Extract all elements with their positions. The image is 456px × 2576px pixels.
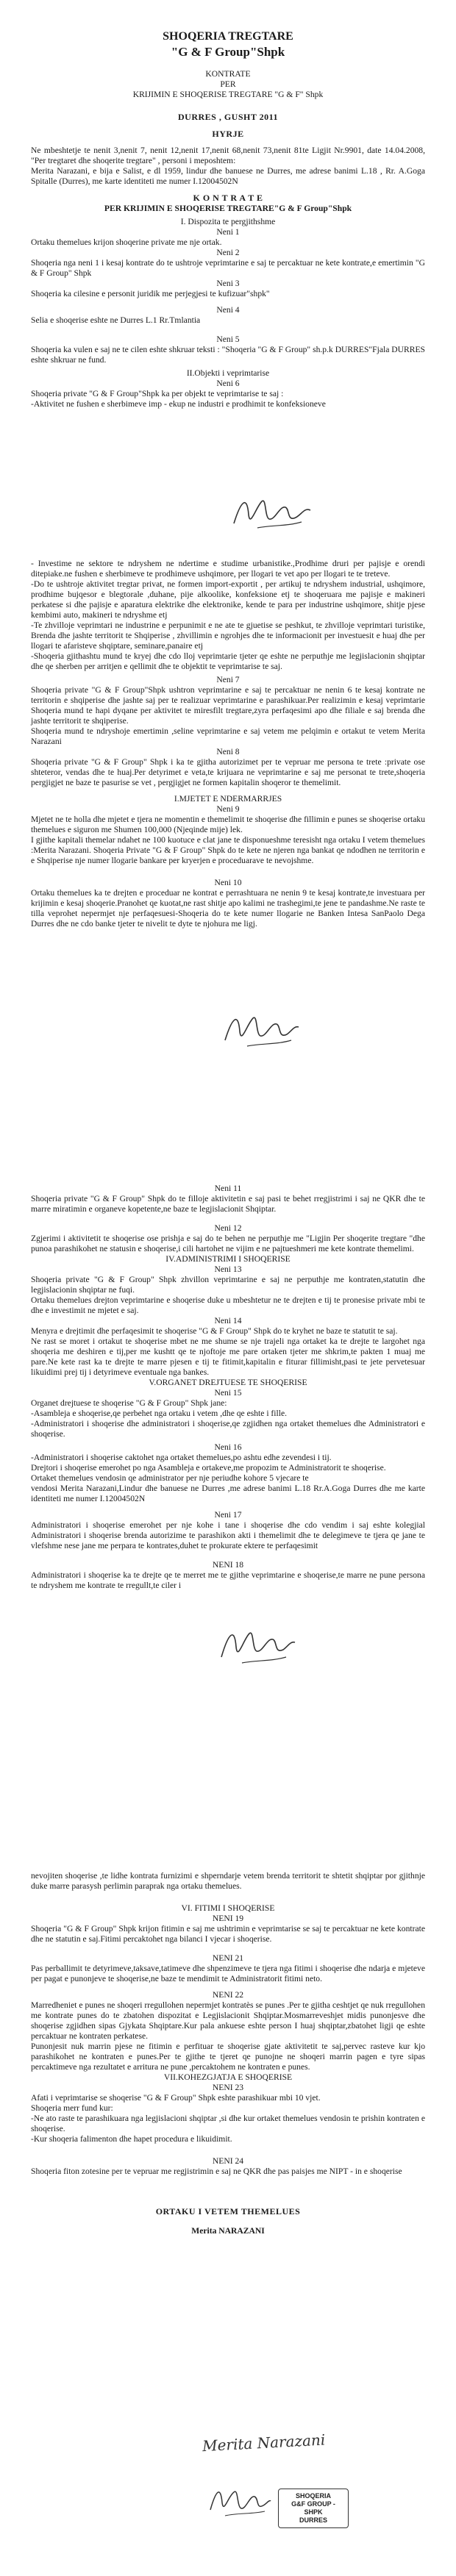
article-text: -Administratori i shoqerise dhe administratori i shoqerise,qe zgjidhen nga ortaket themelues dhe Administratori e shoqerise. bbox=[31, 1419, 425, 1439]
kontrate-heading: K O N T R A T E bbox=[193, 193, 263, 203]
company-title: SHOQERIA TREGTARE bbox=[163, 30, 293, 43]
section-heading: IV.ADMINISTRIMI I SHOQERISE bbox=[165, 1254, 291, 1264]
article-text: -Kur shoqeria falimenton dhe hapet procedura e likuidimit. bbox=[31, 2134, 232, 2144]
article-number: Neni 10 bbox=[214, 878, 242, 887]
signature-1 bbox=[228, 485, 316, 537]
page-1 bbox=[31, 29, 425, 409]
article-text: Selia e shoqerise eshte ne Durres L.1 Rr.Tmlantia bbox=[31, 315, 201, 325]
article-number: Neni 11 bbox=[214, 1184, 242, 1193]
company-brand: "G & F Group"Shpk bbox=[171, 45, 285, 59]
article-text: Ortaku themelues krijon shoqerine private me nje ortak. bbox=[31, 237, 222, 247]
article-text: -Asambleja e shoqerise,qe perbehet nga ortaku i vetem ,dhe qe eshte i fille. bbox=[31, 1409, 288, 1418]
doc-title-3: KRIJIMIN E SHOQERISE TREGTARE "G & F" Shpk bbox=[132, 90, 324, 99]
signature-3 bbox=[217, 1617, 298, 1672]
section-heading: I. Dispozita te pergjithshme bbox=[180, 217, 276, 226]
article-text: -Administratori i shoqerise caktohet nga ortaket themelues,po ashtu edhe zevendesi i tij. bbox=[31, 1453, 332, 1462]
article-text: -Aktivitet ne fushen e sherbimeve imp - ekup ne industri e prodhimit te konfeksioneve bbox=[31, 399, 326, 409]
article-text: - Investime ne sektore te ndryshem ne ndertime e studime urbanistike.,Prodhime druri per pajisje e orendi ditepiake.ne fushen e sherbimeve te prodhimeve ushqimore, per llogari te vet apo per llogari te te treteve. bbox=[31, 559, 425, 579]
article-number: Neni 7 bbox=[216, 675, 240, 684]
doc-title-2: PER bbox=[220, 79, 236, 89]
article-text: Shoqeria private "G & F Group"Shpk ushtron veprimtarine e saj te percaktuar ne nenin 6 te kesaj kontrate ne territorin e shqiperise dhe jashte saj per te realizuar veprimtarine e parashikuar.Per realizimin e kesaj veprimtarie Shoqeria mund te hapi dyqane per aktivitet te miresfilt tregtare,zyra perfaqesimi apo dhe filiale e saj brenda dhe jashte territorit te shqiperise. bbox=[31, 685, 425, 726]
article-text: Pas perballimit te detyrimeve,taksave,tatimeve dhe shpenzimeve te tjera nga fitimi i shoqerise dhe ndarja e mjeteve per pagat e punonjeve te shoqerise,ne baze te mendimit te Administratorit fitimi neto. bbox=[31, 1964, 425, 1983]
article-number: Neni 5 bbox=[216, 334, 240, 344]
page-3 bbox=[31, 1184, 425, 1591]
article-number: Neni 17 bbox=[214, 1510, 242, 1520]
founder-heading: ORTAKU I VETEM THEMELUES bbox=[155, 2206, 301, 2217]
article-text: I gjithe kapitali themelar ndahet ne 100 kuotuce e clat jane te disponueshme teresisht nga ortaku I vetem themelues :Merita Narazani. Shoqeria Private "G & F Group" Shpk do te kete ne njeren nga bankat qe ndodhen ne territorin e e Shqiperise nje numer llogarie bankare per kryerjen e proceduarave te nevojshme. bbox=[31, 835, 425, 865]
article-text: Ortaket themelues vendosin qe administrator per nje periudhe kohore 5 vjecare te bbox=[31, 1473, 309, 1483]
stamp-line: DURRES bbox=[299, 2516, 327, 2524]
article-text: Afati i veprimtarise se shoqerise "G & F Group" Shpk eshte parashikuar mbi 10 vjet. bbox=[31, 2093, 321, 2103]
stamp-line: SHOQERIA bbox=[295, 2492, 331, 2500]
article-text: Mjetet ne te holla dhe mjetet e tjera ne momentin e themelimit te shoqerise dhe fillimin e punes se shoqerise ortaku themelues e siguron me Shumen 100,000 (Njeqinde mije) lek. bbox=[31, 815, 425, 834]
article-number: Neni 3 bbox=[216, 279, 240, 288]
article-text: Shoqeria private "G & F Group"Shpk ka per objekt te veprimtarise te saj : bbox=[31, 389, 284, 398]
article-text: Drejtori i shoqerise emerohet po nga Asambleja e ortakeve,me propozim te Administratorit te shoqerise. bbox=[31, 1463, 386, 1473]
company-stamp bbox=[278, 2489, 349, 2528]
article-text: Ortaku themelues drejton veprimtarine e shoqerise duke u mbeshtetur ne te drejten e tij te pronesise private mbi te dhe e investimit ne mjetet e saj. bbox=[31, 1295, 425, 1315]
kontrate-subtitle: PER KRIJIMIN E SHOQERISE TREGTARE"G & F Group"Shpk bbox=[104, 204, 352, 213]
intro-paragraph: Ne mbeshtetje te nenit 3,nenit 7, nenit 12,nenit 17,nenit 68,nenit 73,nenit 81te Ligjit Nr.9901, date 14.04.2008, "Per tregtaret dhe shoqerite tregtare" , personi i meposhtem: bbox=[31, 146, 425, 165]
article-number: Neni 12 bbox=[214, 1223, 242, 1233]
article-text: Shoqeria private "G & F Group" Shpk i ka te gjitha autorizimet per te vepruar me persona te trete :private ose shteteror, vendas dhe te huaj.Per detyrimet e veta,te krijuara ne veprimtarine e saj me personat te trete,shoqeria pergjigjet ne baze te pasurise se vet , pergjigjet ne formen kapitalin shoqeror te themelimit. bbox=[31, 757, 425, 787]
article-text: Zgjerimi i aktivitetit te shoqerise ose prishja e saj do te behen ne perputhje me "Ligjin Per shoqerite tregtare "dhe punoa parashikohet ne statusin e shoqerise,i cili hartohet ne vijim e ne pajtueshmeri me kete kontrate themelimi. bbox=[31, 1234, 425, 1253]
signature-2 bbox=[221, 1003, 302, 1055]
article-number: Neni 13 bbox=[214, 1264, 242, 1274]
stamp-line: G&F GROUP - SHPK bbox=[291, 2500, 335, 2516]
article-text: -Do te ushtroje aktivitet tregtar privat, ne formen import-exportit , per artikuj te ndryshem industrial, ushqimore, prodhime bujqesor e blegtorale ,duhane, pije alkoolike, konfeksione etj te shoqeruara me pajisje e makineri perkatese si dhe pajisje e aparatura elektrike dhe elektronike, kende te para per industrine ushqimore, shitje pjese kembimi auto, makineri te ndryshme etj bbox=[31, 579, 425, 620]
page-2 bbox=[31, 559, 425, 929]
article-number: NENI 19 bbox=[212, 1914, 244, 1923]
article-text: Ne rast se moret i ortakut te shoqerise mbet ne me shume se nje trajeli nga ortaket ka te drejte te largohet nga shoqeria me deshiren e tij,per me kushtt qe te njoftoje me pare ortaken tjeter me shkrim,te pakten 1 muaj me pare.Ne kete rast ka te drejte te marre pjesen e tij te fitimit,kapitalin e fiturar fillimisht,pasi te jete pervetesuar likuidimi prej tij i detyrimeve eventuale nga bankes. bbox=[31, 1337, 425, 1377]
article-text: Punonjesit nuk marrin pjese ne fitimin e perfituar te shoqerise gjate aktivitetit te saj,pervec rasteve kur kjo parashikohet ne kontraten e punes.Per te gjithe te tjeret qe punojne ne shoqeri marrin pagen e tyre sipas percaktimeve nga rezultatet e arritura ne pune ,percaktohem ne kontraten e punes. bbox=[31, 2042, 425, 2072]
article-text: Shoqeria ka vulen e saj ne te cilen eshte shkruar teksti : "Shoqeria "G & F Group" sh.p.k DURRES"Fjala DURRES eshte shkruar ne fund. bbox=[31, 345, 425, 365]
section-heading: VI. FITIMI I SHOQERISE bbox=[181, 1903, 275, 1913]
section-heading: VII.KOHEZGJATJA E SHOQERISE bbox=[163, 2072, 293, 2082]
article-text: Shoqeria nga neni 1 i kesaj kontrate do te ushtroje veprimtarine e saj te percaktuar ne kete kontrate,e emertimin "G & F Group" Shpk bbox=[31, 258, 425, 278]
doc-title-1: KONTRATE bbox=[205, 69, 251, 79]
article-text: Organet drejtuese te shoqerise "G & F Group" Shpk jane: bbox=[31, 1398, 227, 1408]
article-number: Neni 14 bbox=[214, 1316, 242, 1325]
article-text: Shoqeria mund te ndryshoje emertimin ,seline veprimtarine e saj vetem me pelqimin e ortakut te vetem Merita Narazani bbox=[31, 726, 425, 746]
section-heading: I.MJETET E NDERMARRJES bbox=[174, 794, 282, 804]
section-heading: II.Objekti i veprimtarise bbox=[186, 368, 270, 378]
article-text: Shoqeria merr fund kur: bbox=[31, 2103, 113, 2113]
article-text: Shoqeria "G & F Group" Shpk krijon fitimin e saj me ushtrimin e veprimtarise se saj te percaktuar ne kete kontrate dhe ne statutin e saj.Fitimi percaktohet nga bilanci I vjecar i shoqerise. bbox=[31, 1924, 425, 1944]
article-text: Menyra e drejtimit dhe perfaqesimit te shoqerise "G & F Group" Shpk do te kryhet ne baze te statutit te saj. bbox=[31, 1326, 398, 1336]
article-number: Neni 8 bbox=[216, 747, 240, 756]
hyrje-heading: HYRJE bbox=[212, 129, 244, 139]
founder-name: Merita NARAZANI bbox=[191, 2226, 265, 2236]
article-number: Neni 9 bbox=[216, 804, 240, 814]
article-text: Shoqeria fiton zotesine per te vepruar me regjistrimin e saj ne QKR dhe pas paisjes me NIPT - in e shoqerise bbox=[31, 2167, 402, 2176]
article-number: NENI 23 bbox=[212, 2083, 244, 2092]
intro-person: Merita Narazani, e bija e Salist, e dl 1959, lindur dhe banuese ne Durres, me adrese banimi L.18 , Rr. A.Goga Spitalle (Durres), me karte identiteti me numer I.12004502N bbox=[31, 166, 425, 186]
article-text: -Ne ato raste te parashikuara nga legjislacioni shqiptar ,si dhe kur ortaket themelues vendosin te prishin kontraten e shoqerise. bbox=[31, 2114, 425, 2133]
article-text: nevojiten shoqerise ,te lidhe kontrata furnizimi e shperndarje vetem brenda territorit te shtetit shqiptar por gjithnje duke marre parasysh perlimin paraprak nga ortaku themelues. bbox=[31, 1871, 425, 1891]
article-number: Neni 6 bbox=[216, 379, 240, 388]
doc-date: DURRES , GUSHT 2011 bbox=[178, 112, 278, 122]
article-text: Ortaku themelues ka te drejten e proceduar ne kontrat e perrashtuara ne nenin 9 te kesaj kontrate,te investuara per krijimin e kesaj shoqerie.Pranohet qe kuotat,ne rast shitje apo kalimi ne trashegimi,te jene te pandashme.Ne raste te tilla veprohet nepermjet nje perfaqesuesi-Shoqeria do te kete numer llogarie ne Banken Intesa SanPaolo Dega Durres dhe ne cdo banke tjeter te nivelit te dyte te njohura me ligj. bbox=[31, 888, 425, 929]
article-number: Neni 16 bbox=[214, 1442, 242, 1452]
article-number: NENI 24 bbox=[212, 2156, 244, 2166]
article-text: Shoqeria private "G & F Group" Shpk do te filloje aktivitetin e saj pasi te behet rregjistrimi i saj ne QKR dhe te marre miratimin e organeve kopetente,ne baze te legjislacionit Shqiptar. bbox=[31, 1194, 425, 1214]
article-number: Neni 15 bbox=[214, 1388, 242, 1398]
article-text: Shoqeria private "G & F Group" Shpk zhvillon veprimtarine e saj ne perputhje me kontraten,statutin dhe legjislacionin shqiptar ne fuqi. bbox=[31, 1275, 425, 1295]
article-text: -Shoqeria gjithashtu mund te kryej dhe cdo lloj veprimtarie tjeter qe eshte ne perputhje me legjislacionin shqiptar dhe qe sherben per arritjen e qellimit dhe te objektit te veprimtarise te saj. bbox=[31, 651, 425, 671]
article-number: NENI 21 bbox=[212, 1953, 244, 1963]
article-text: Shoqeria ka cilesine e personit juridik me perjegjesi te kufizuar"shpk" bbox=[31, 289, 270, 298]
signature-4 bbox=[206, 2477, 272, 2522]
article-text: Administratori i shoqerise emerohet per nje kohe i tane i shoqerise dhe cdo vendim i saj eshte kolegjial Administratori i shoqerise brenda autorizime te parashikon akti i themelimit dhe te delegimeve te tjera qe jane te vlefshme nese jane me perpara te kontrates,duhet te prokurate ektere te perfaqesimit bbox=[31, 1520, 425, 1550]
article-number: NENI 18 bbox=[212, 1560, 244, 1570]
article-number: Neni 2 bbox=[216, 248, 240, 257]
article-text: vendosi Merita Narazani,Lindur dhe banuese ne Durres ,me adrese banimi L.18 Rr.A.Goga Durres dhe me karte identiteti me numer I.12004502N bbox=[31, 1484, 425, 1503]
page-4 bbox=[31, 1871, 425, 2236]
article-number: Neni 4 bbox=[216, 305, 240, 315]
section-heading: V.ORGANET DREJTUESE TE SHOQERISE bbox=[149, 1378, 307, 1387]
article-number: Neni 1 bbox=[216, 227, 240, 237]
article-text: -Te zhvilloje veprimtari ne industrine e perpunimit e ne ate te gjuetise se peshkut, te zhvilloje veprimtari turistike, Brenda dhe jashte territorit te Shqiperise , zhvillimin e ngrohjes dhe te informacionit per investuesit e huaj dhe per llogari te afaristeve shqiptare, seminare,panaire etj bbox=[31, 620, 425, 651]
article-number: NENI 22 bbox=[212, 1990, 244, 2000]
article-text: Administratori i shoqerise ka te drejte qe te merret me te gjithe veprimtarine e shoqerise,te marre ne pune persona te ndryshem me kontrate te rregullt,te ciler i bbox=[31, 1570, 425, 1590]
handwritten-name: Merita Narazani bbox=[202, 2430, 326, 2455]
article-text: Marredheniet e punes ne shoqeri rregullohen nepermjet kontratès se punes .Per te gjitha ceshtjet qe nuk rregullohen me kontrate punes do te zbatohen dispozitat e Legjislacionit Shqiptar.Mosmarreveshjet midis punonjesve dhe shoqerise zgjidhen sipas Gjykata Shqiptare.Kur pala ankuese eshte person I huaj shqiptar,zbatohet ligji qe eshte percaktuar ne kontraten perkatese. bbox=[31, 2000, 425, 2041]
